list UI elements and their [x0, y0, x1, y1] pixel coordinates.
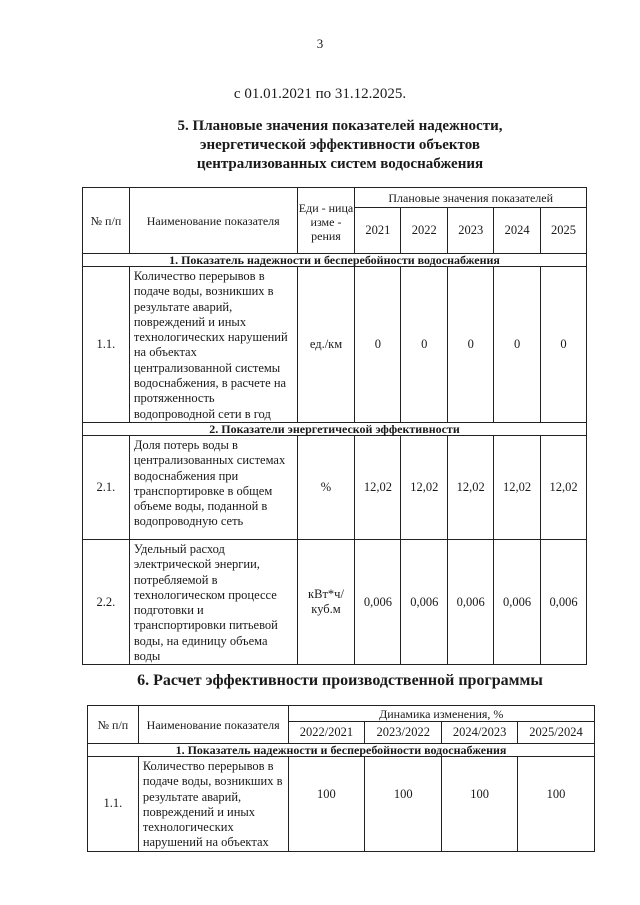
table-row	[88, 757, 595, 852]
row-value: 0,006	[401, 539, 448, 664]
row-value: 12,02	[494, 435, 541, 539]
row-name: Количество перерывов в подаче воды, возникших в результате аварий, повреждений и иных технологических нарушений на объектах централизованной системы водоснабжения, в расчете на протяженность водопроводной сети в год	[129, 267, 297, 423]
row-unit: кВт*ч/ куб.м	[297, 539, 355, 664]
header-name: Наименование показателя	[138, 706, 288, 744]
row-value: 12,02	[401, 435, 448, 539]
row-value: 100	[365, 757, 442, 852]
header-period: 2023/2022	[365, 722, 442, 744]
header-name: Наименование показателя	[129, 188, 297, 254]
row-value: 0,006	[355, 539, 401, 664]
header-year: 2022	[401, 208, 448, 254]
table-row	[83, 267, 587, 423]
row-name: Доля потерь воды в централизованных системах водоснабжения при транспортировке в общем объеме воды, поданной в водопроводную сеть	[129, 435, 297, 539]
header-num: № п/п	[88, 706, 139, 744]
row-name: Удельный расход электрической энергии, потребляемой в технологическом процессе подготовки и транспортировки питьевой воды, на единицу объема воды	[129, 539, 297, 664]
row-value: 0	[541, 267, 587, 423]
row-num: 2.2.	[83, 539, 130, 664]
header-year: 2025	[541, 208, 587, 254]
period-text: с 01.01.2021 по 31.12.2025.	[233, 86, 407, 102]
section5-title: 5. Плановые значения показателей надежности, энергетической эффективности объектов централизованных систем водоснабжения	[177, 118, 503, 172]
row-unit: %	[297, 435, 355, 539]
row-num: 1.1.	[88, 757, 139, 852]
page-number: 3	[316, 36, 324, 51]
row-value: 100	[442, 757, 518, 852]
header-dynamics: Динамика изменения, %	[288, 706, 595, 722]
row-value: 0	[401, 267, 448, 423]
group-title: 2. Показатели энергетической эффективности	[83, 422, 587, 435]
group-title: 1. Показатель надежности и бесперебойности водоснабжения	[88, 744, 595, 757]
row-value: 100	[518, 757, 595, 852]
header-num: № п/п	[83, 188, 130, 254]
table-row	[83, 539, 587, 664]
planned-values-table	[82, 187, 587, 665]
header-year: 2024	[494, 208, 541, 254]
header-period: 2022/2021	[288, 722, 365, 744]
header-period: 2024/2023	[442, 722, 518, 744]
group-title: 1. Показатель надежности и бесперебойности водоснабжения	[83, 254, 587, 267]
efficiency-table	[87, 705, 595, 852]
row-value: 12,02	[448, 435, 494, 539]
header-year: 2021	[355, 208, 401, 254]
row-value: 0,006	[541, 539, 587, 664]
header-year: 2023	[448, 208, 494, 254]
header-period: 2025/2024	[518, 722, 595, 744]
row-num: 1.1.	[83, 267, 130, 423]
section6-title: 6. Расчет эффективности производственной программы	[137, 672, 543, 689]
row-value: 0	[355, 267, 401, 423]
row-unit: ед./км	[297, 267, 355, 423]
row-value: 0	[448, 267, 494, 423]
header-planned: Плановые значения показателей	[355, 188, 587, 208]
row-value: 12,02	[541, 435, 587, 539]
row-value: 0	[494, 267, 541, 423]
row-num: 2.1.	[83, 435, 130, 539]
row-value: 0,006	[448, 539, 494, 664]
row-value: 100	[288, 757, 365, 852]
row-value: 0,006	[494, 539, 541, 664]
row-name: Количество перерывов в подаче воды, возникших в результате аварий, повреждений и иных технологических нарушений на объектах	[138, 757, 288, 852]
row-value: 12,02	[355, 435, 401, 539]
header-unit: Еди - ница изме - рения	[297, 188, 355, 254]
table-row	[83, 435, 587, 539]
